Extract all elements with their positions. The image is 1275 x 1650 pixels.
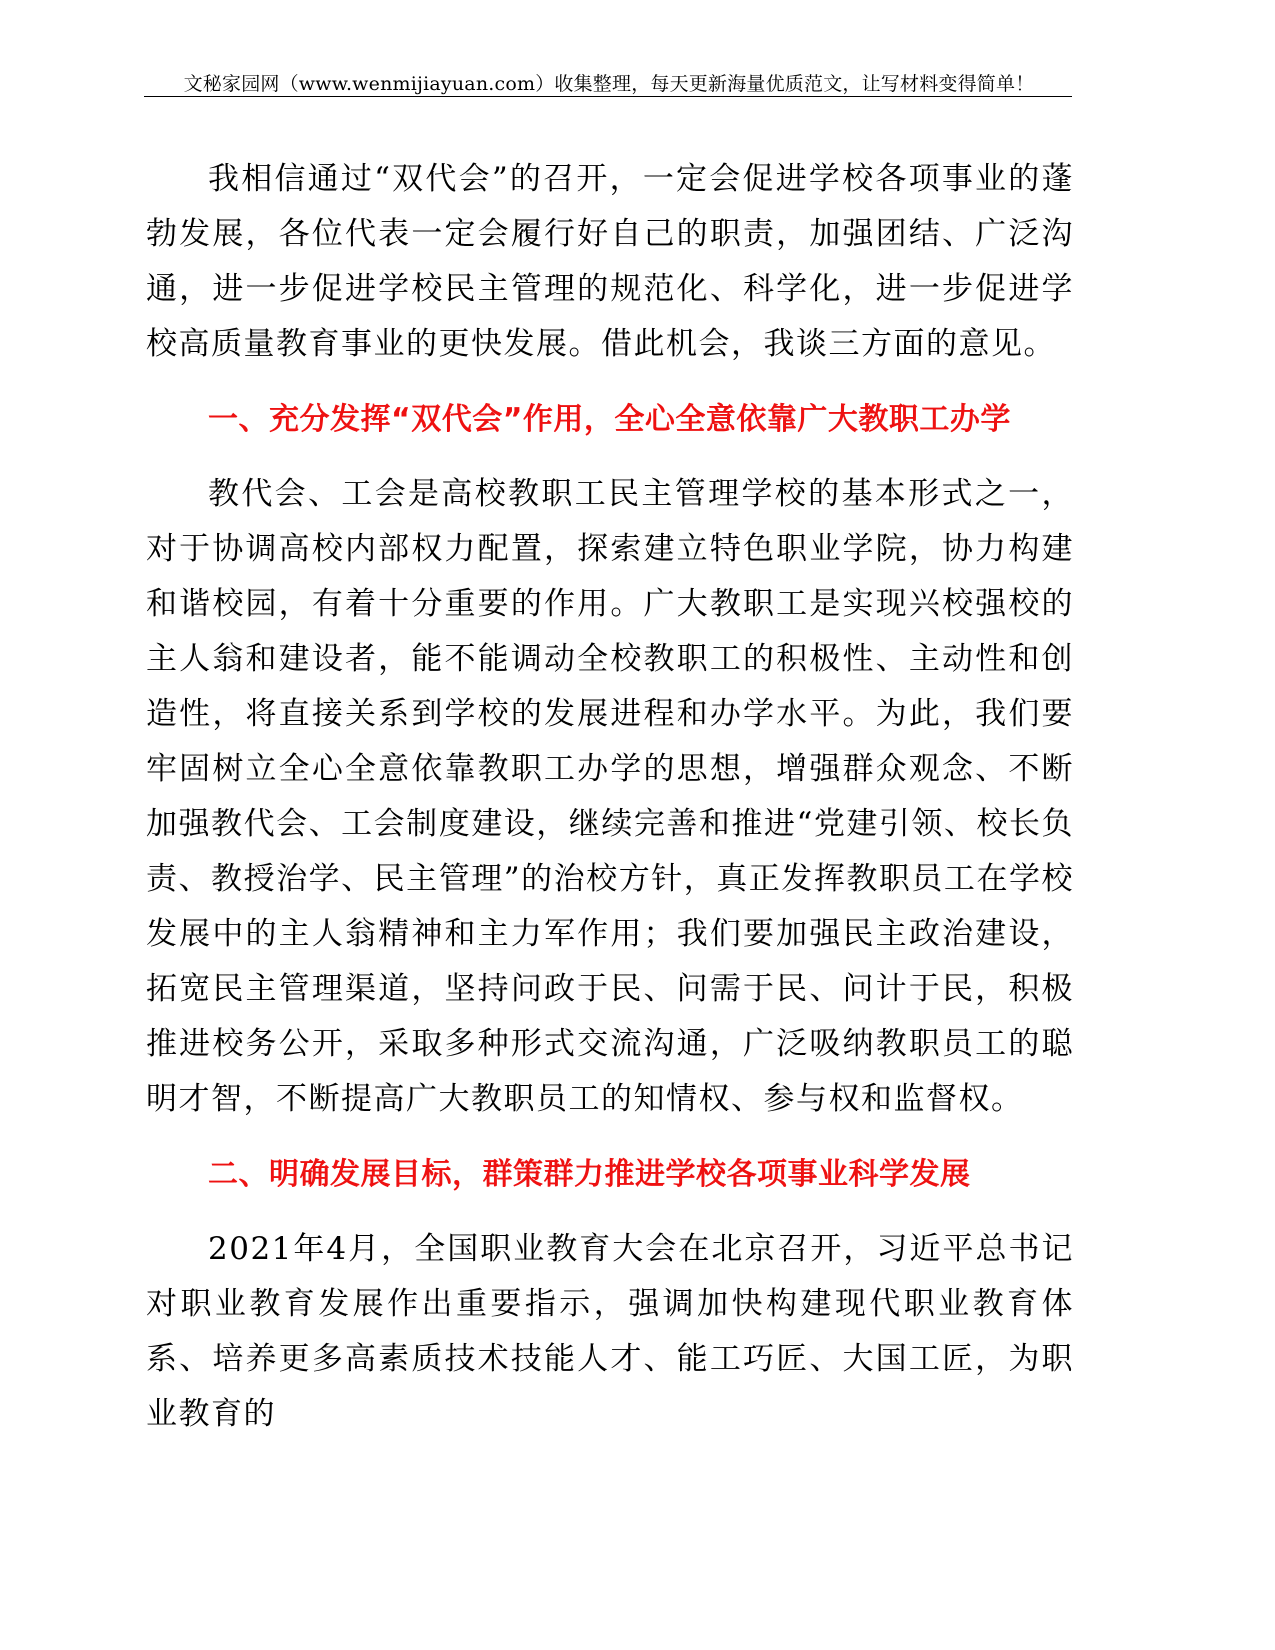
page-header: 文秘家园网（www.wenmijiayuan.com）收集整理，每天更新海量优质范文，让写材料变得简单！: [183, 73, 1035, 95]
paragraph-intro: 我相信通过“双代会”的召开，一定会促进学校各项事业的蓬勃发展，各位代表一定会履行好自己的职责，加强团结、广泛沟通，进一步促进学校民主管理的规范化、科学化，进一步促进学校高质量教育事业的更快发展。借此机会，我谈三方面的意见。: [146, 161, 1074, 362]
header-divider: [144, 96, 1072, 97]
document-body: [146, 152, 1074, 1442]
section-heading-2: 二、明确发展目标，群策群力推进学校各项事业科学发展: [208, 1157, 971, 1192]
paragraph-section-2: 2021年4月，全国职业教育大会在北京召开，习近平总书记对职业教育发展作出重要指示，强调加快构建现代职业教育体系、培养更多高素质技术技能人才、能工巧匠、大国工匠，为职业教育的: [146, 1231, 1074, 1432]
paragraph-section-1: 教代会、工会是高校教职工民主管理学校的基本形式之一，对于协调高校内部权力配置，探索建立特色职业学院，协力构建和谐校园，有着十分重要的作用。广大教职工是实现兴校强校的主人翁和建设者，能不能调动全校教职工的积极性、主动性和创造性，将直接关系到学校的发展进程和办学水平。为此，我们要牢固树立全心全意依靠教职工办学的思想，增强群众观念、不断加强教代会、工会制度建设，继续完善和推进“党建引领、校长负责、教授治学、民主管理”的治校方针，真正发挥教职员工在学校发展中的主人翁精神和主力军作用；我们要加强民主政治建设，拓宽民主管理渠道，坚持问政于民、问需于民、问计于民，积极推进校务公开，采取多种形式交流沟通，广泛吸纳教职员工的聪明才智，不断提高广大教职员工的知情权、参与权和监督权。: [146, 476, 1074, 1117]
section-heading-1: 一、充分发挥“双代会”作用，全心全意依靠广大教职工办学: [208, 402, 1011, 437]
